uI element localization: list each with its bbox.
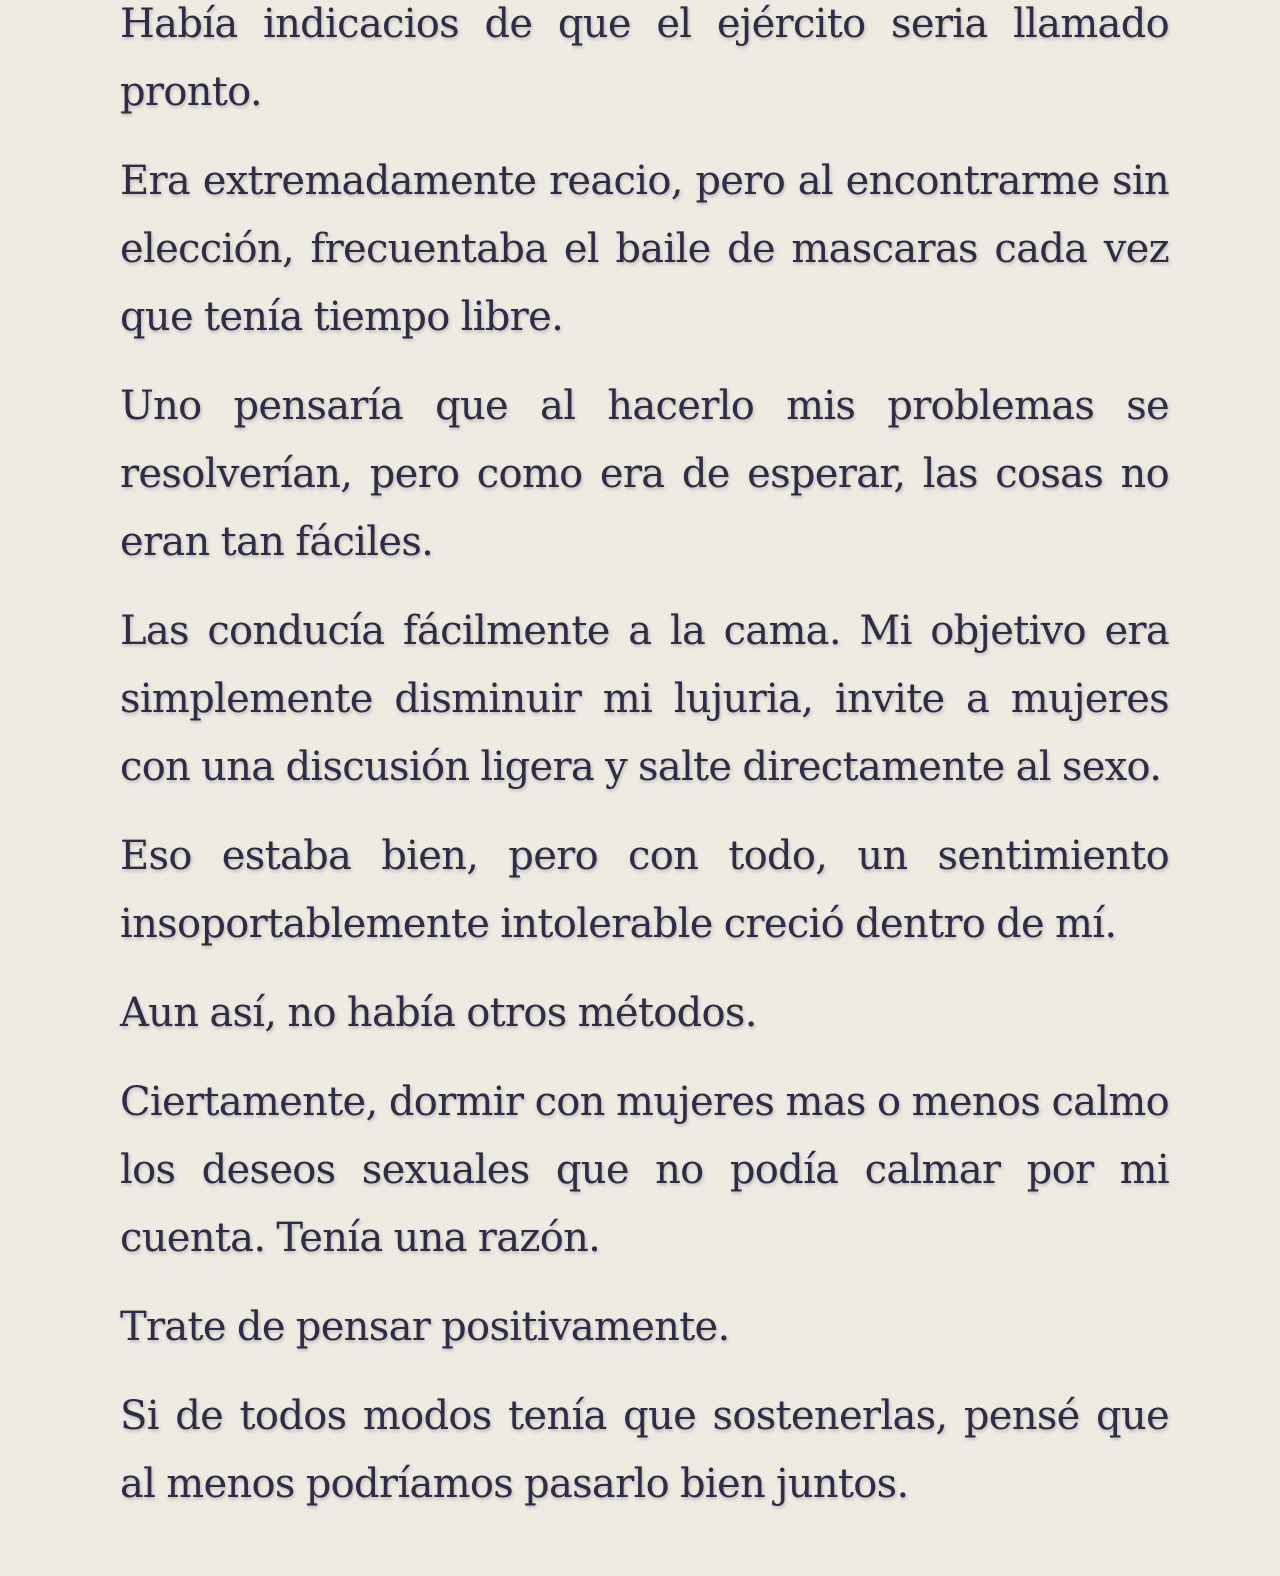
paragraph: Ciertamente, dormir con mujeres mas o menos calmo los deseos sexuales que no podía calmar por mi cuenta. Tenía una razón. [120, 1079, 1169, 1261]
story-text [120, 0, 1169, 1539]
paragraph: Si de todos modos tenía que sostenerlas, pensé que al menos podríamos pasarlo bien juntos. [120, 1393, 1169, 1507]
paragraph: Trate de pensar positivamente. [120, 1304, 730, 1350]
paragraph: Había indicacios de que el ejército seria llamado pronto. [120, 1, 1169, 115]
paragraph: Uno pensaría que al hacerlo mis problemas se resolverían, pero como era de esperar, las cosas no eran tan fáciles. [120, 383, 1169, 565]
paragraph: Las conducía fácilmente a la cama. Mi objetivo era simplemente disminuir mi lujuria, invite a mujeres con una discusión ligera y salte directamente al sexo. [120, 608, 1169, 790]
paragraph: Aun así, no había otros métodos. [120, 990, 757, 1036]
paragraph: Eso estaba bien, pero con todo, un sentimiento insoportablemente intolerable creció dentro de mí. [120, 833, 1169, 947]
paragraph: Era extremadamente reacio, pero al encontrarme sin elección, frecuentaba el baile de mascaras cada vez que tenía tiempo libre. [120, 158, 1169, 340]
